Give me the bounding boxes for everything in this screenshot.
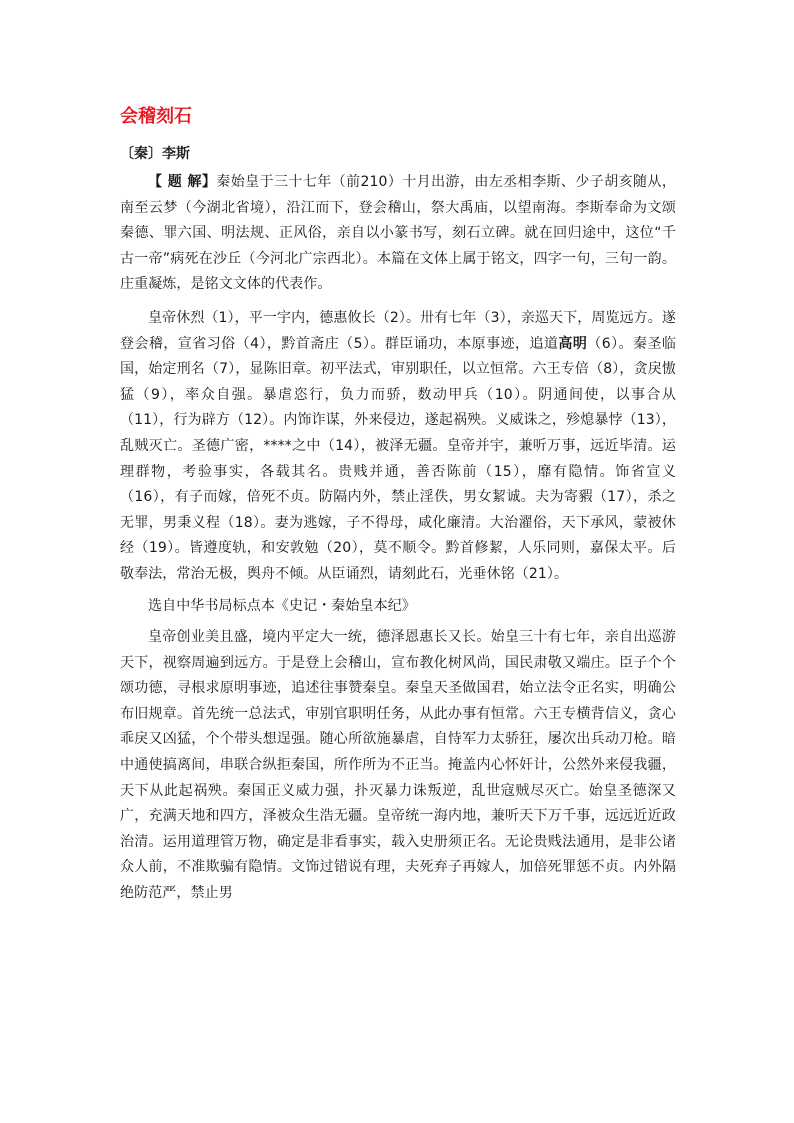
translation-paragraph: 皇帝创业美且盛，境内平定大一统，德泽恩惠长又长。始皇三十有七年，亲自出巡游天下，视察周遍到远方。于是登上会稽山，宣布教化树风尚，国民肃敬又端庄。臣子个个颂功德，寻根求原明事迹，追述往事赞秦皇。秦皇天圣做国君，始立法令正名实，明确公布旧规章。首先统一总法式，审别官职明任务，从此办事有恒常。六王专横背信义，贪心乖戾又凶猛，个个带头想逞强。随心所欲施暴虐，自恃军力太骄狂，屡次出兵动刀枪。暗中通使搞离间，串联合纵拒秦国，所作所为不正当。掩盖内心怀奸计，公然外来侵我疆，天下从此起祸殃。秦国正义威力强，扑灭暴力诛叛逆，乱世寇贼尽灭亡。始皇圣德深又广，充满天地和四方，泽被众生浩无疆。皇帝统一海内地，兼听天下万千事，远远近近政治清。运用道理管万物，确定是非看事实，载入史册须正名。无论贵贱法通用，是非公诸众人前，不准欺骗有隐情。文饰过错说有理，夫死弃子再嫁人，加倍死罪惩不贞。内外隔绝防范严，禁止男: [120, 629, 676, 902]
document-body: [120, 104, 676, 907]
original-text-paragraph: [120, 306, 676, 588]
document-title: 会稽刻石: [120, 106, 192, 127]
original-text-part2: （6）。秦圣临国，始定刑名（7），显陈旧章。初平法式，审别职任，以立恒常。六王专倍（8），贪戾慠猛（9），率众自强。暴虐恣行，负力而骄，数动甲兵（10）。阴通间使，以事合从（11），行为辟方（12）。内饰诈谋，外来侵边，遂起祸殃。义威诛之，殄熄暴悖（13），乱贼灭亡。圣德广密，****之中（14），被泽无疆。皇帝并宇，兼听万事，远近毕清。运理群物，考验事实，各载其名。贵贱并通，善否陈前（15），靡有隐情。饰省宣义（16），有子而嫁，倍死不贞。防隔内外，禁止淫佚，男女絜诚。夫为寄豭（17），杀之无罪，男秉义程（18）。妻为逃嫁，子不得母，咸化廉清。大治濯俗，天下承风，蒙被休经（19）。皆遵度轨，和安敦勉（20），莫不顺令。黔首修絜，人乐同则，嘉保太平。后敬奉法，常治无极，舆舟不倾。从臣诵烈，请刻此石，光垂休铭（21）。: [120, 335, 677, 582]
author-line: 〔秦〕李斯: [120, 146, 190, 162]
original-text-part1: 皇帝休烈（1），平一宇内，德惠攸长（2）。卅有七年（3），亲巡天下，周览远方。遂登会稽，宣省习俗（4），黔首斋庄（5）。群臣诵功，本原事迹，追道: [120, 309, 676, 352]
intro-label: 【 题 解】: [148, 174, 217, 190]
source-line: 选自中华书局标点本《史记・秦始皇本纪》: [148, 597, 416, 614]
intro-paragraph: [120, 170, 676, 298]
original-text-bold: 高明: [558, 335, 588, 352]
intro-text: 秦始皇于三十七年（前210）十月出游，由左丞相李斯、少子胡亥随从，南至云梦（今湖北省境），沿江而下，登会稽山，祭大禹庙，以望南海。李斯奉命为文颂秦德、罪六国、明法规、正风俗，亲自以小篆书写，刻石立碑。就在回归途中，这位“千古一帝”病死在沙丘（今河北广宗西北）。本篇在文体上属于铭文，四字一句，三句一韵。庄重凝炼，是铭文文体的代表作。: [120, 174, 676, 293]
